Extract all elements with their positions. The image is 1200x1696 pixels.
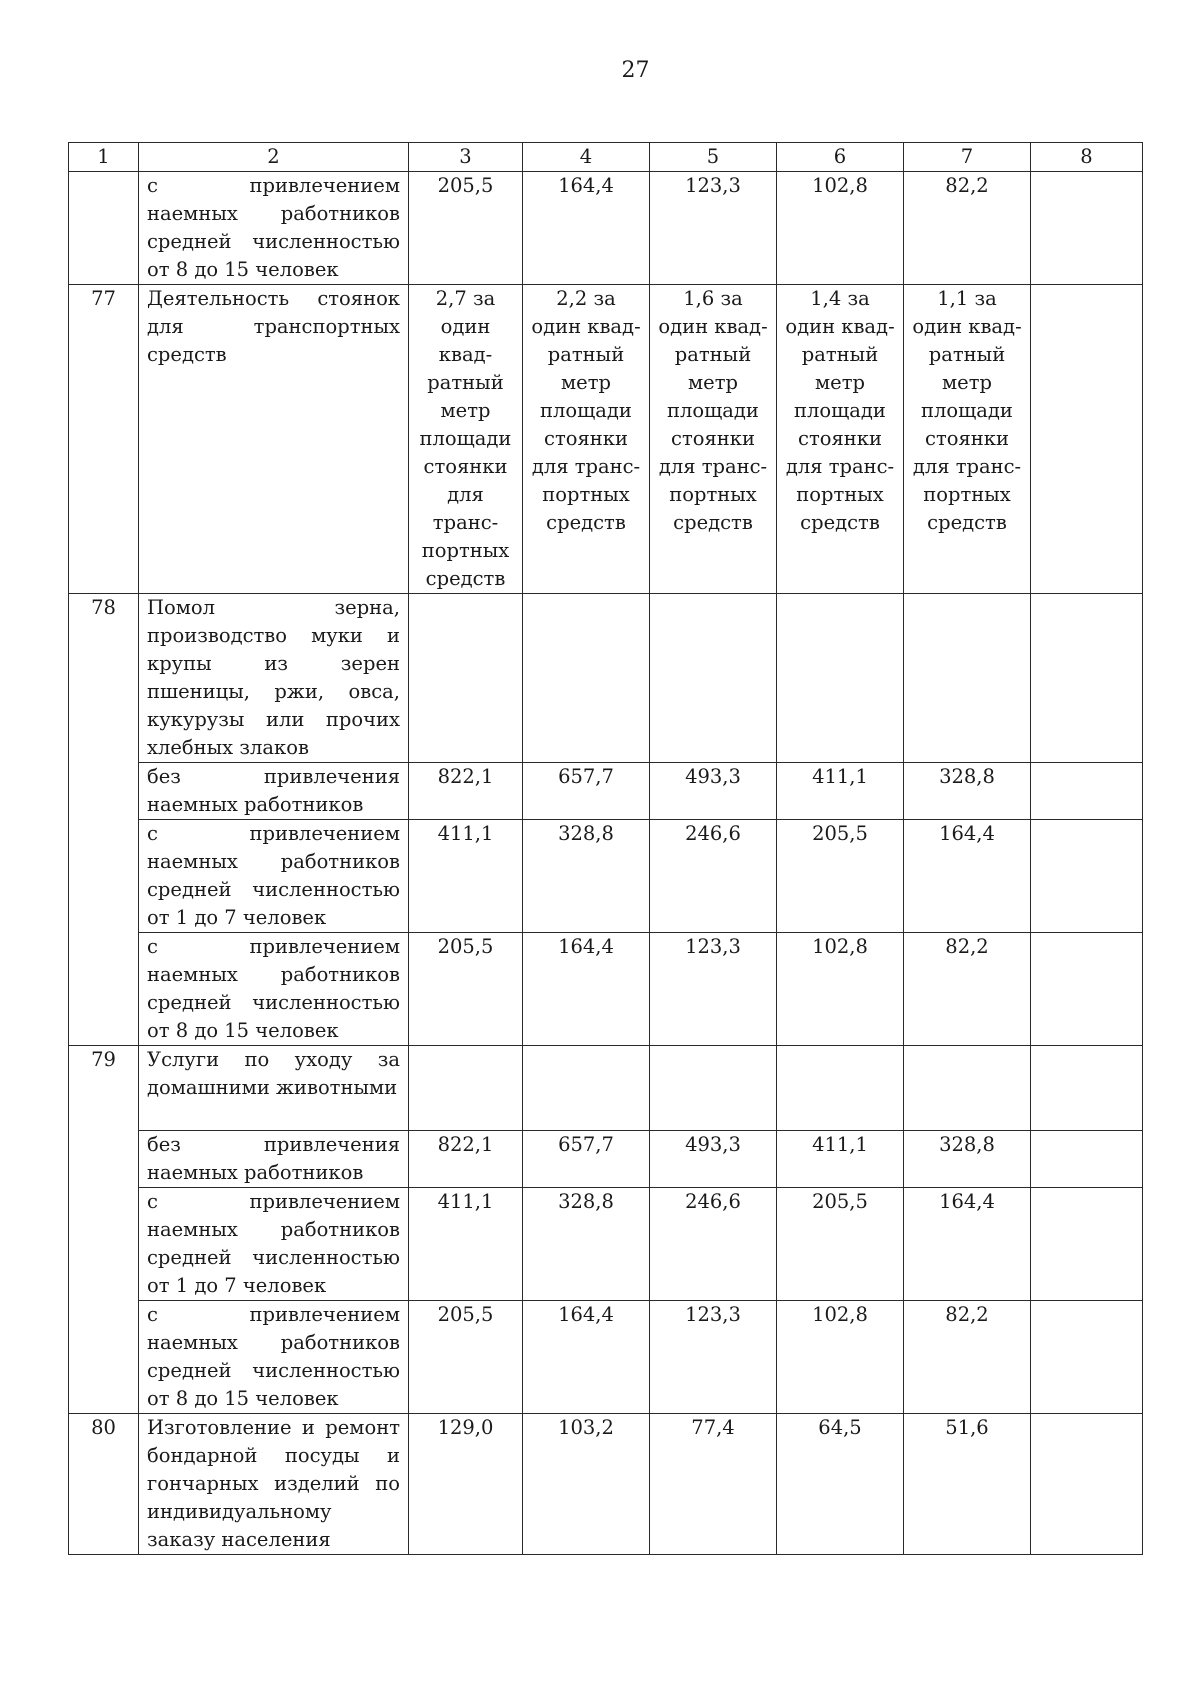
table-row [69,933,1143,1046]
value-col-6 [777,1046,904,1131]
value-col-8 [1031,1188,1143,1301]
value-col-5: 493,3 [650,1131,777,1188]
column-header-8: 8 [1031,143,1143,172]
value-col-5: 1,6 за один квад-ратный метр площади стоянки для транс-портных средств [650,285,777,594]
value-col-8 [1031,1414,1143,1555]
value-col-3: 205,5 [409,1301,523,1414]
value-col-8 [1031,1131,1143,1188]
value-col-3: 205,5 [409,933,523,1046]
value-col-4 [523,594,650,763]
value-col-7: 164,4 [904,1188,1031,1301]
value-col-8 [1031,594,1143,763]
table-row [69,1131,1143,1188]
value-col-5: 123,3 [650,172,777,285]
value-col-6: 411,1 [777,1131,904,1188]
value-col-3: 822,1 [409,1131,523,1188]
value-col-5: 246,6 [650,820,777,933]
value-col-5 [650,594,777,763]
table-row [69,820,1143,933]
value-col-7: 51,6 [904,1414,1031,1555]
activity-name: с привлечением наемных работников средней численностью от 1 до 7 человек [139,1188,409,1301]
row-number: 78 [69,594,139,1046]
value-col-6: 64,5 [777,1414,904,1555]
value-col-5: 123,3 [650,1301,777,1414]
value-col-5: 77,4 [650,1414,777,1555]
activity-name: с привлечением наемных работников средней численностью от 8 до 15 человек [139,933,409,1046]
value-col-6 [777,594,904,763]
value-col-5: 493,3 [650,763,777,820]
value-col-4 [523,1046,650,1131]
column-header-1: 1 [69,143,139,172]
column-header-5: 5 [650,143,777,172]
value-col-4: 103,2 [523,1414,650,1555]
value-col-7: 328,8 [904,1131,1031,1188]
value-col-6: 205,5 [777,1188,904,1301]
activity-name: с привлечением наемных работников средней численностью от 8 до 15 человек [139,1301,409,1414]
activity-name: Помол зерна, производство муки и крупы из зерен пшеницы, ржи, овса, кукурузы или прочих хлебных злаков [139,594,409,763]
table-row [69,1188,1143,1301]
value-col-3 [409,1046,523,1131]
value-col-6: 102,8 [777,1301,904,1414]
table-row [69,172,1143,285]
value-col-4: 657,7 [523,763,650,820]
value-col-3: 205,5 [409,172,523,285]
value-col-6: 411,1 [777,763,904,820]
value-col-7: 328,8 [904,763,1031,820]
value-col-6: 102,8 [777,172,904,285]
value-col-4: 164,4 [523,933,650,1046]
value-col-3: 411,1 [409,820,523,933]
value-col-7: 82,2 [904,933,1031,1046]
header-row [69,143,1143,172]
value-col-8 [1031,1301,1143,1414]
row-number: 80 [69,1414,139,1555]
value-col-7: 82,2 [904,172,1031,285]
value-col-3: 822,1 [409,763,523,820]
value-col-7: 82,2 [904,1301,1031,1414]
table-row [69,285,1143,594]
activity-name: Деятельность стоянок для транспортных средств [139,285,409,594]
tariff-table [68,142,1143,1555]
column-header-4: 4 [523,143,650,172]
column-header-6: 6 [777,143,904,172]
value-col-5: 246,6 [650,1188,777,1301]
value-col-6: 102,8 [777,933,904,1046]
value-col-3: 2,7 за один квад-ратный метр площади стоянки для транс-портных средств [409,285,523,594]
column-header-3: 3 [409,143,523,172]
table-row [69,1046,1143,1131]
value-col-4: 657,7 [523,1131,650,1188]
page-number: 27 [621,58,650,83]
value-col-3: 129,0 [409,1414,523,1555]
value-col-8 [1031,763,1143,820]
value-col-4: 164,4 [523,172,650,285]
value-col-4: 328,8 [523,820,650,933]
value-col-7 [904,594,1031,763]
row-number: 77 [69,285,139,594]
activity-name: без привлечения наемных работников [139,763,409,820]
value-col-8 [1031,933,1143,1046]
value-col-8 [1031,172,1143,285]
column-header-7: 7 [904,143,1031,172]
table-row [69,1301,1143,1414]
value-col-5: 123,3 [650,933,777,1046]
row-number [69,172,139,285]
table-row [69,594,1143,763]
row-number: 79 [69,1046,139,1414]
activity-name: Изготовление и ремонт бондарной посуды и гончарных изделий по индивидуальному заказу населения [139,1414,409,1555]
value-col-8 [1031,285,1143,594]
activity-name: без привлечения наемных работников [139,1131,409,1188]
value-col-4: 164,4 [523,1301,650,1414]
value-col-6: 205,5 [777,820,904,933]
table-row [69,763,1143,820]
value-col-4: 2,2 за один квад-ратный метр площади стоянки для транс-портных средств [523,285,650,594]
value-col-8 [1031,1046,1143,1131]
column-header-2: 2 [139,143,409,172]
value-col-8 [1031,820,1143,933]
value-col-3 [409,594,523,763]
value-col-5 [650,1046,777,1131]
value-col-6: 1,4 за один квад-ратный метр площади стоянки для транс-портных средств [777,285,904,594]
activity-name: с привлечением наемных работников средней численностью от 1 до 7 человек [139,820,409,933]
table-row [69,1414,1143,1555]
value-col-4: 328,8 [523,1188,650,1301]
value-col-7: 164,4 [904,820,1031,933]
activity-name: с привлечением наемных работников средней численностью от 8 до 15 человек [139,172,409,285]
value-col-7 [904,1046,1031,1131]
value-col-7: 1,1 за один квад-ратный метр площади стоянки для транс-портных средств [904,285,1031,594]
activity-name: Услуги по уходу за домашними животными [139,1046,409,1131]
value-col-3: 411,1 [409,1188,523,1301]
